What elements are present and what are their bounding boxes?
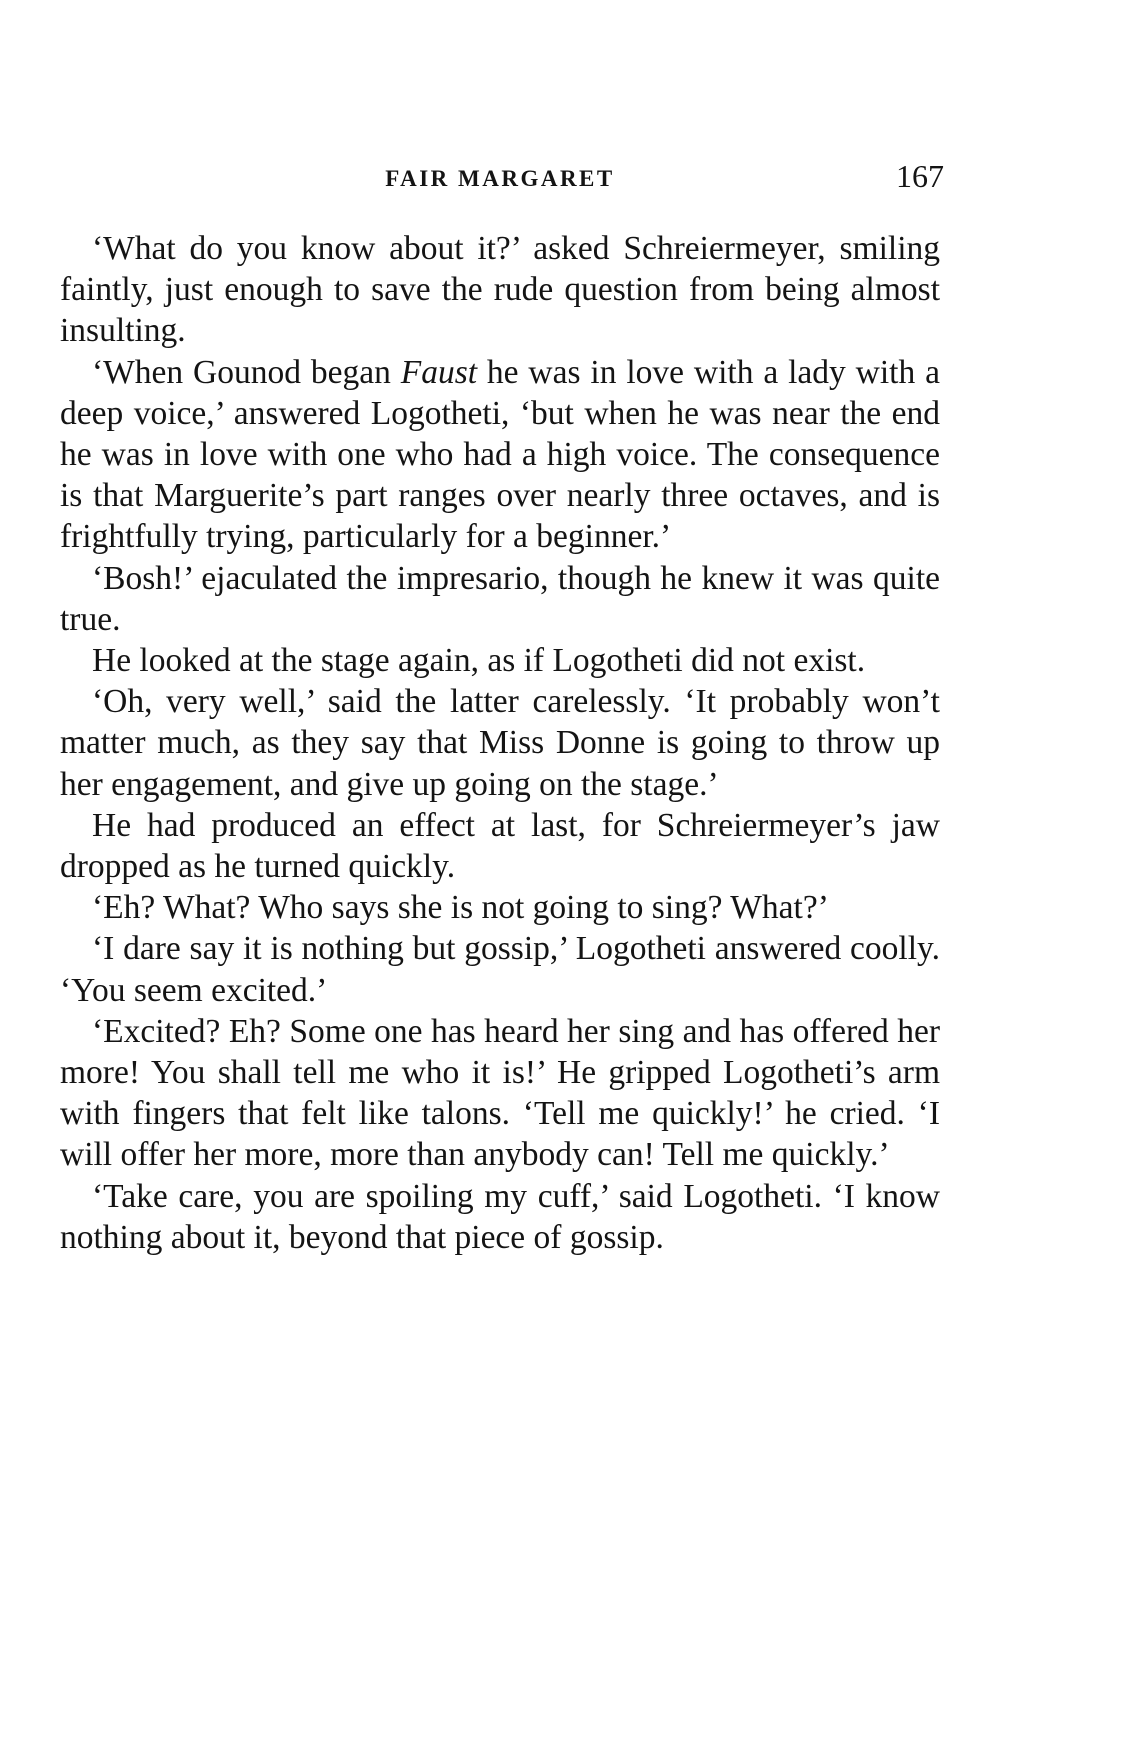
text-run: ‘When Gounod began [92,353,401,391]
body-text [60,228,940,1258]
italic-title: Faust [400,353,478,391]
text-run: he was in love with a lady with a deep voice,’ answered Logotheti, ‘but when he was near the end he was in love with one who had a high voice. The consequence is that Marguerite’s part ranges over nearly three octaves, and is frightfully trying, particularly for a beginner.’ [60,353,940,556]
paragraph: ‘I dare say it is nothing but gossip,’ Logotheti answered coolly. ‘You seem excited.’ [60,930,940,1009]
page-number: 167 [896,158,944,194]
paragraph: ‘What do you know about it?’ asked Schreiermeyer, smiling faintly, just enough to save the rude question from being almost insulting. [60,230,940,350]
paragraph [60,352,940,558]
paragraph: He had produced an effect at last, for Schreiermeyer’s jaw dropped as he turned quickly. [60,806,940,886]
paragraph: ‘Excited? Eh? Some one has heard her sing and has offered her more! You shall tell me who it is!’ He gripped Logotheti’s arm with fingers that felt like talons. ‘Tell me quickly!’ he cried. ‘I will offer her more, more than anybody can! Tell me quickly.’ [60,1012,940,1174]
running-head [60,158,944,198]
paragraph: ‘Bosh!’ ejaculated the impresario, though he knew it was quite true. [60,559,940,638]
paragraph: ‘Take care, you are spoiling my cuff,’ said Logotheti. ‘I know nothing about it, beyond that piece of gossip. [60,1177,940,1256]
paragraph: ‘Oh, very well,’ said the latter carelessly. ‘It probably won’t matter much, as they say that Miss Donne is going to throw up her engagement, and give up going on the stage.’ [60,683,940,803]
running-title: FAIR MARGARET [385,166,615,191]
paragraph: He looked at the stage again, as if Logotheti did not exist. [92,642,866,680]
paragraph: ‘Eh? What? Who says she is not going to sing? What?’ [92,889,829,927]
